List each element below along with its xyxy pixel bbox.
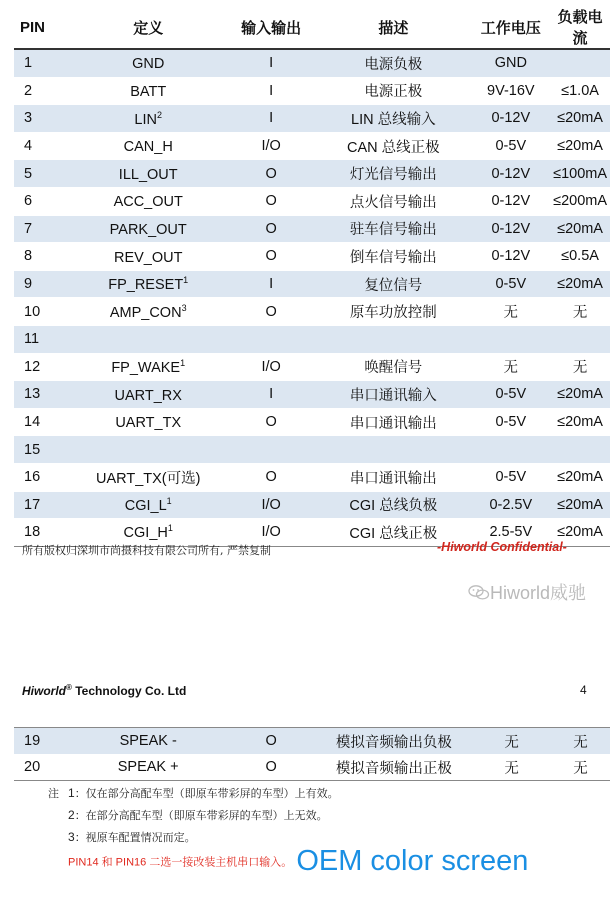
cell-description [315,270,471,298]
cell-definition-text: BATT [130,83,167,100]
cell-pin [14,105,69,133]
cell-pin [14,298,69,326]
cell-io-text: I [269,82,274,99]
cell-definition [69,325,227,353]
table-row [14,49,610,77]
cell-pin-text: 1 [24,55,33,72]
cell-pin [14,132,69,160]
table-header-row [14,6,610,49]
cell-voltage: 无 [472,728,551,755]
cell-io-text: I/O [261,358,281,375]
cell-definition-text: ACC_OUT [113,194,183,211]
cell-current-text: ≤20mA [557,276,603,293]
table-row [14,298,610,326]
note-number: 3 [68,830,75,844]
cell-definition-text: FP_WAKE [111,359,181,376]
cell-pin-text: 6 [24,193,33,210]
cell-description-text: 电源负极 [364,56,423,73]
cell-definition [69,132,227,160]
cell-pin-text: 15 [24,441,41,458]
cell-description-text: 驻车信号输出 [349,222,437,239]
header-current: 负载电流 [550,6,610,49]
cell-pin-text: 11 [24,331,40,348]
cell-description [315,298,471,326]
cell-voltage-text: 0-5V [495,386,527,403]
cell-description-text: 串口通讯输出 [349,415,437,432]
cell-voltage-text: 2.5-5V [489,524,533,541]
cell-io [227,49,315,77]
cell-description-text: 复位信号 [364,277,423,294]
cell-io [227,381,315,409]
cell-definition [69,215,227,243]
cell-io [227,77,315,105]
cell-io [227,160,315,188]
cell-io: O [227,754,315,781]
cell-description-text: CGI 总线正极 [349,525,438,542]
pin-definition-table [14,6,610,547]
cell-voltage-text: 0-12V [491,165,531,182]
cell-description-text: 电源正极 [364,84,423,101]
cell-pin: 19 [14,728,69,755]
cell-description [315,49,471,77]
cell-current [550,381,610,409]
cell-current [550,243,610,271]
cell-io-text: O [265,248,277,265]
header-description: 描述 [315,6,471,49]
cell-current [550,436,610,464]
cell-description-text: CGI 总线负极 [349,498,438,515]
cell-voltage [471,298,550,326]
copyright-text: 所有版权归深圳市尚摄科技有限公司所有, 严禁复制 [22,544,271,557]
note-item [48,804,339,826]
cell-pin-text: 10 [24,303,41,320]
cell-description [315,105,471,133]
cell-definition [69,160,227,188]
cell-pin [14,353,69,381]
cell-voltage [471,381,550,409]
cell-current: 无 [551,754,610,781]
cell-current [550,325,610,353]
company-brand: Hiworld [22,684,66,698]
cell-io-text: O [265,414,277,431]
cell-description [315,463,471,491]
cell-current [550,298,610,326]
footnote-marker: 1 [180,357,186,368]
cell-description [315,215,471,243]
notes-section [48,782,339,848]
cell-io [227,491,315,519]
table-row [14,215,610,243]
cell-io-text: I/O [261,524,281,541]
cell-io-text: I/O [261,138,281,155]
cell-current: 无 [551,728,610,755]
cell-definition-text: REV_OUT [113,249,183,266]
table-row [14,132,610,160]
cell-definition-text: UART_RX [114,387,182,404]
cell-voltage-text: 0-12V [491,220,531,237]
cell-pin [14,49,69,77]
cell-description-text: 串口通讯输出 [349,470,437,487]
cell-voltage-text: 0-12V [491,110,531,127]
table-row [14,187,610,215]
note-text: ：仅在部分高配车型（即原车带彩屏的车型）上有效。 [74,788,339,800]
cell-io [227,215,315,243]
cell-pin [14,463,69,491]
cell-current [550,132,610,160]
cell-description-text: 唤醒信号 [364,360,423,377]
cell-pin-text: 12 [24,358,41,375]
cell-definition [69,49,227,77]
cell-current-text: ≤0.5A [561,248,599,265]
cell-current [550,49,610,77]
cell-description [315,381,471,409]
note-text: ：视原车配置情况而定。 [74,832,196,844]
cell-io-text: I [269,110,274,127]
cell-current-text: ≤20mA [557,386,603,403]
cell-current-text: ≤20mA [557,110,603,127]
cell-io-text: O [265,220,277,237]
cell-definition [69,105,227,133]
cell-voltage [471,105,550,133]
cell-current [550,463,610,491]
cell-voltage-text: 0-5V [495,276,527,293]
cell-description-text: 灯光信号输出 [349,167,437,184]
watermark-text: Hiworld威驰 [490,583,587,603]
cell-definition-text: CGI_H [123,525,168,542]
table-row [14,491,610,519]
cell-voltage [471,77,550,105]
cell-definition: SPEAK - [69,728,227,755]
cell-definition [69,381,227,409]
cell-definition-text: UART_TX(可选) [95,470,201,487]
cell-pin-text: 4 [24,138,33,155]
table-row [14,105,610,133]
uart-choice-note: PIN14 和 PIN16 二选一接改装主机串口输入。 [68,856,293,869]
cell-definition-text: CAN_H [123,138,173,155]
header-pin: PIN [14,6,69,49]
cell-definition-text: FP_RESET [108,276,184,293]
footnote-marker: 3 [181,302,187,313]
table-row [14,325,610,353]
cell-voltage [471,270,550,298]
cell-io [227,298,315,326]
cell-definition [69,408,227,436]
cell-voltage-text: GND [494,55,527,72]
cell-definition-text: CGI_L [124,497,167,514]
oem-color-screen-annotation: OEM color screen [296,845,529,877]
cell-pin [14,325,69,353]
wechat-icon [468,584,490,599]
cell-pin-text: 14 [24,414,41,431]
cell-pin: 20 [14,754,69,781]
cell-pin-text: 5 [24,165,33,182]
cell-voltage-text: 0-12V [491,193,531,210]
table-row [14,408,610,436]
cell-definition-text: GND [132,56,165,73]
note-number: 2 [68,808,75,822]
cell-pin-text: 18 [24,524,41,541]
cell-voltage-text: 无 [503,305,519,322]
cell-io [227,463,315,491]
cell-voltage-text: 9V-16V [487,82,535,99]
cell-current [550,187,610,215]
pin-table-body [14,49,610,546]
cell-pin [14,381,69,409]
table-row [14,381,610,409]
header-voltage: 工作电压 [471,6,550,49]
cell-voltage-text: 0-5V [495,469,527,486]
cell-description-text: 倒车信号输出 [349,249,437,266]
pin-definition-table-continued [14,727,610,781]
cell-description [315,436,471,464]
cell-current-text: ≤20mA [557,220,603,237]
cell-voltage [471,436,550,464]
cell-description: 模拟音频输出正极 [315,754,472,781]
cell-current-text: ≤20mA [557,469,603,486]
cell-current [550,105,610,133]
cell-current [550,77,610,105]
cell-pin-text: 17 [24,496,41,513]
cell-voltage-text: 0-5V [495,138,527,155]
confidential-label: -Hiworld Confidential- [437,540,567,554]
cell-current-text: ≤20mA [557,138,603,155]
cell-io-text: I/O [261,496,281,513]
cell-io [227,105,315,133]
watermark [468,579,586,605]
company-name-rest: Technology Co. Ltd [71,684,187,698]
cell-voltage [471,491,550,519]
cell-io [227,243,315,271]
cell-io [227,325,315,353]
cell-definition [69,353,227,381]
cell-voltage [471,49,550,77]
cell-voltage [471,463,550,491]
cell-voltage [471,408,550,436]
table-row [14,243,610,271]
cell-description [315,243,471,271]
page-number: 4 [580,683,587,697]
cell-definition [69,298,227,326]
note-number: 1 [68,786,75,800]
cell-pin-text: 13 [24,386,41,403]
table-row [14,436,610,464]
cell-definition-text: LIN [134,111,157,128]
table-row [14,77,610,105]
cell-pin-text: 7 [24,220,33,237]
cell-description: 模拟音频输出负极 [315,728,472,755]
cell-io-text: I [269,276,274,293]
cell-description-text: 串口通讯输入 [349,387,437,404]
company-header [22,683,186,698]
cell-description-text: 点火信号输出 [349,194,437,211]
cell-voltage: 无 [472,754,551,781]
cell-definition [69,77,227,105]
table-row [14,463,610,491]
cell-pin [14,160,69,188]
cell-definition-text: PARK_OUT [109,221,187,238]
cell-definition [69,243,227,271]
cell-current [550,353,610,381]
cell-voltage-text: 0-5V [495,414,527,431]
cell-io-text: O [265,469,277,486]
table-row [14,754,610,781]
cell-description [315,325,471,353]
cell-io-text: O [265,165,277,182]
cell-definition [69,187,227,215]
cell-io [227,408,315,436]
table-row [14,728,610,755]
cell-voltage [471,160,550,188]
cell-definition [69,270,227,298]
cell-pin [14,243,69,271]
cell-voltage [471,132,550,160]
cell-voltage [471,353,550,381]
cell-io-text: O [265,193,277,210]
cell-io [227,270,315,298]
cell-io [227,187,315,215]
cell-definition [69,491,227,519]
cell-current-text: ≤20mA [557,414,603,431]
cell-voltage [471,187,550,215]
note-text: ：在部分高配车型（即原车带彩屏的车型）上无效。 [74,810,328,822]
cell-description-text: LIN 总线输入 [351,111,436,128]
cell-pin [14,187,69,215]
cell-description-text: CAN 总线正极 [346,139,440,156]
cell-description [315,491,471,519]
cell-pin-text: 16 [24,469,41,486]
cell-pin-text: 2 [24,82,33,99]
cell-definition-text: UART_TX [115,414,182,431]
footnote-marker: 1 [183,275,189,286]
registered-mark: ® [66,683,72,692]
cell-voltage [471,215,550,243]
footnote-marker: 1 [167,523,173,534]
red-note-line [68,845,528,878]
header-io: 输入输出 [227,6,315,49]
note-item [48,782,339,804]
cell-pin-text: 3 [24,110,33,127]
cell-current [550,408,610,436]
cell-current [550,491,610,519]
cell-description [315,160,471,188]
cell-pin [14,215,69,243]
cell-voltage-text: 0-2.5V [489,496,533,513]
table-row [14,270,610,298]
cell-current-text: ≤1.0A [561,82,599,99]
cell-definition: SPEAK + [69,754,227,781]
cell-io [227,353,315,381]
cell-description [315,353,471,381]
cell-definition-text: ILL_OUT [118,166,178,183]
cell-description [315,132,471,160]
cell-io [227,436,315,464]
cell-voltage [471,325,550,353]
cell-description [315,408,471,436]
cell-io [227,132,315,160]
cell-voltage-text: 0-12V [491,248,531,265]
cell-pin [14,491,69,519]
cell-definition-text: AMP_CON [109,304,182,321]
cell-current-text: ≤20mA [557,496,603,513]
table-row [14,160,610,188]
cell-definition [69,463,227,491]
cell-voltage-text: 无 [503,360,519,377]
cell-description [315,187,471,215]
cell-pin-text: 8 [24,248,33,265]
cell-io-text: I [269,55,274,72]
cell-current [550,215,610,243]
cell-io: O [227,728,315,755]
cell-description-text: 原车功放控制 [349,305,437,322]
cell-description [315,77,471,105]
cell-pin [14,436,69,464]
cell-current-text: ≤20mA [557,524,603,541]
cell-definition [69,436,227,464]
cell-current-text: 无 [572,305,588,322]
footnote-marker: 2 [157,109,163,120]
cell-pin [14,77,69,105]
cell-voltage [471,243,550,271]
cell-current-text: ≤100mA [553,165,608,182]
cell-pin-text: 9 [24,276,33,293]
notes-label: 注 [48,788,59,800]
cell-current [550,160,610,188]
footnote-marker: 1 [166,495,172,506]
cell-io-text: I [269,386,274,403]
cell-io-text: O [265,303,277,320]
cell-current-text: ≤200mA [553,193,608,210]
cell-current-text: 无 [572,360,588,377]
cell-pin [14,408,69,436]
cell-current [550,270,610,298]
table-row [14,353,610,381]
header-definition: 定义 [69,6,227,49]
cell-pin [14,270,69,298]
